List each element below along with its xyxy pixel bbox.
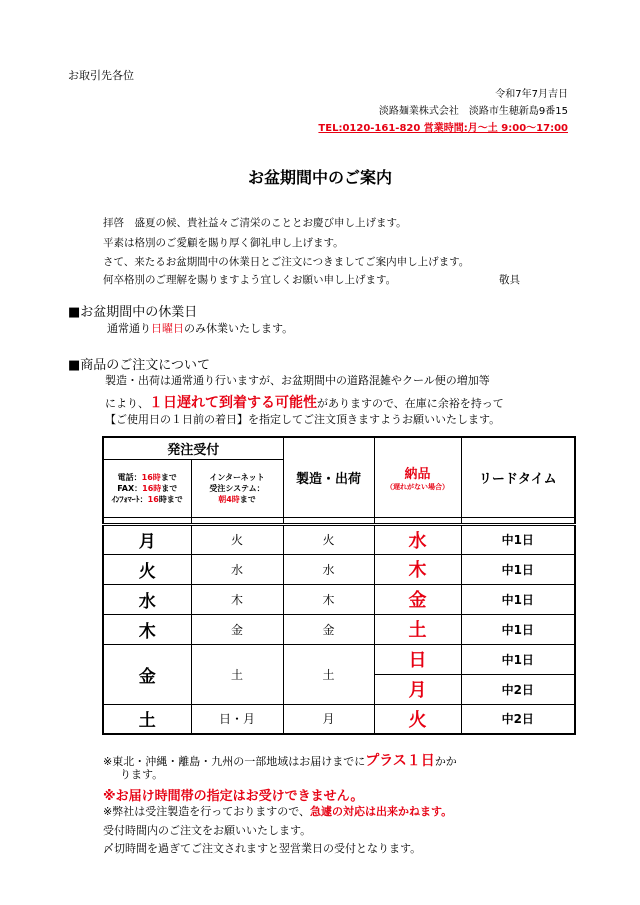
lead-time: 中1日 xyxy=(461,524,575,554)
phone-until: まで xyxy=(160,472,177,482)
delivery-day: 日 xyxy=(374,644,461,674)
delivery-day: 火 xyxy=(374,704,461,734)
header-delivery-label: 納品 xyxy=(404,466,431,482)
infomart-until: 時まで xyxy=(158,494,183,504)
greeting-line-2: 平素は格別のご愛顧を賜り厚く御礼申し上げます。 xyxy=(103,237,344,249)
ship-day: 火 xyxy=(283,524,374,554)
order-day: 月 xyxy=(103,524,191,554)
delivery-day: 月 xyxy=(374,674,461,704)
lead-time: 中1日 xyxy=(461,584,575,614)
ship-day: 月 xyxy=(283,704,374,734)
phone-time: 16時 xyxy=(141,472,161,482)
internet-day: 土 xyxy=(191,644,283,704)
ship-day: 木 xyxy=(283,584,374,614)
order-day: 土 xyxy=(103,704,191,734)
order-line-2 xyxy=(105,392,504,412)
internet-day: 日・月 xyxy=(191,704,283,734)
header-phone-fax xyxy=(103,459,191,517)
order-line-2-pre: により、 xyxy=(105,397,149,410)
note-no-time-slot: ※お届け時間帯の指定はお受けできません。 xyxy=(103,789,364,804)
order-line-2-post: がありますので、在庫に余裕を持って xyxy=(317,397,504,410)
phone-label: 電話： xyxy=(117,472,142,482)
order-line-1: 製造・出荷は通常通り行いますが、お盆期間中の道路混雑やクール便の増加等 xyxy=(105,374,490,387)
delivery-day: 水 xyxy=(374,524,461,554)
ship-day: 金 xyxy=(283,614,374,644)
greeting-closing: 敬具 xyxy=(499,274,520,286)
phone-deadline xyxy=(104,472,191,483)
table-row xyxy=(103,614,575,644)
header-internet xyxy=(191,459,283,517)
fax-label: FAX： xyxy=(117,483,143,493)
note-region-pre: ※東北・沖縄・離島・九州の一部地域はお届けまでに xyxy=(103,755,366,768)
header-manufacture-ship: 製造・出荷 xyxy=(283,437,374,517)
ship-day: 土 xyxy=(283,644,374,704)
infomart-label: ｲﾝﾌｫﾏｰﾄ： xyxy=(111,494,148,504)
internet-until: まで xyxy=(239,494,256,504)
internet-time: 朝4時 xyxy=(218,494,240,504)
note-within-hours: 受付時間内のご注文をお願いいたします。 xyxy=(103,824,312,837)
contact-info[interactable]: TEL:0120-161-820 営業時間:月～土 9:00～17:00 xyxy=(318,123,568,134)
order-day: 火 xyxy=(103,554,191,584)
lead-time: 中1日 xyxy=(461,614,575,644)
note-deadline: 〆切時間を過ぎてご注文されますと翌営業日の受付となります。 xyxy=(103,842,422,855)
internet-label-1: インターネット xyxy=(209,472,265,482)
internet-label-2: 受注システム： xyxy=(209,483,265,493)
header-order-reception: 発注受付 xyxy=(103,437,283,459)
table-row xyxy=(103,584,575,614)
ship-day: 水 xyxy=(283,554,374,584)
note-made-to-order-pre: ※弊社は受注製造を行っておりますので、 xyxy=(103,805,310,818)
infomart-time: 16 xyxy=(147,494,159,504)
lead-time: 中2日 xyxy=(461,704,575,734)
issue-date: 令和7年7月吉日 xyxy=(495,89,568,100)
delivery-day: 金 xyxy=(374,584,461,614)
fax-time: 16時 xyxy=(142,483,162,493)
internet-day: 火 xyxy=(191,524,283,554)
internet-day: 水 xyxy=(191,554,283,584)
lead-time: 中1日 xyxy=(461,554,575,584)
lead-time: 中2日 xyxy=(461,674,575,704)
fax-until: まで xyxy=(161,483,178,493)
note-made-to-order xyxy=(103,803,452,819)
greeting-line-3: さて、来たるお盆期間中の休業日とご注文につきましてご案内申し上げます。 xyxy=(103,256,470,268)
delivery-day: 木 xyxy=(374,554,461,584)
infomart-deadline xyxy=(104,494,191,505)
header-delivery xyxy=(374,437,461,517)
table-row xyxy=(103,644,575,674)
holiday-sunday: 日曜日 xyxy=(151,322,184,335)
addressee: お取引先各位 xyxy=(68,69,134,82)
header-lead-time: リードタイム xyxy=(461,437,575,517)
greeting-line-1: 拝啓 盛夏の候、貴社益々ご清栄のこととお慶び申し上げます。 xyxy=(103,217,407,229)
internet-deadline xyxy=(192,494,283,505)
delivery-day: 土 xyxy=(374,614,461,644)
order-day: 水 xyxy=(103,584,191,614)
order-day: 木 xyxy=(103,614,191,644)
greeting-line-4: 何卒格別のご理解を賜りますよう宜しくお願い申し上げます。 xyxy=(103,274,397,286)
note-region-post: かか xyxy=(434,755,457,768)
header-delivery-note: （遅れがない場合） xyxy=(386,482,450,491)
note-no-urgent: 急遽の対応は出来かねます。 xyxy=(310,805,453,818)
order-line-3: 【ご使用日の１日前の着日】を指定してご注文頂きますようお願いいたします。 xyxy=(105,413,501,426)
lead-time: 中1日 xyxy=(461,644,575,674)
order-day: 金 xyxy=(103,644,191,704)
order-heading: ■商品のご注文について xyxy=(68,358,211,373)
note-plus-one-day: プラス１日 xyxy=(365,753,435,769)
company-address: 淡路麺業株式会社 淡路市生穂新島9番15 xyxy=(378,106,568,117)
holiday-heading: ■お盆期間中の休業日 xyxy=(68,305,198,320)
order-schedule-table xyxy=(102,436,576,735)
holiday-text-pre: 通常通り xyxy=(107,322,151,335)
delay-warning: １日遅れて到着する可能性 xyxy=(149,395,317,411)
table-row xyxy=(103,704,575,734)
internet-day: 木 xyxy=(191,584,283,614)
table-row xyxy=(103,524,575,554)
holiday-text-post: のみ休業いたします。 xyxy=(184,322,294,335)
fax-deadline xyxy=(104,483,191,494)
note-region-cont: ります。 xyxy=(120,768,164,781)
page-title: お盆期間中のご案内 xyxy=(247,168,392,187)
table-row xyxy=(103,554,575,584)
internet-day: 金 xyxy=(191,614,283,644)
holiday-text xyxy=(107,320,293,336)
